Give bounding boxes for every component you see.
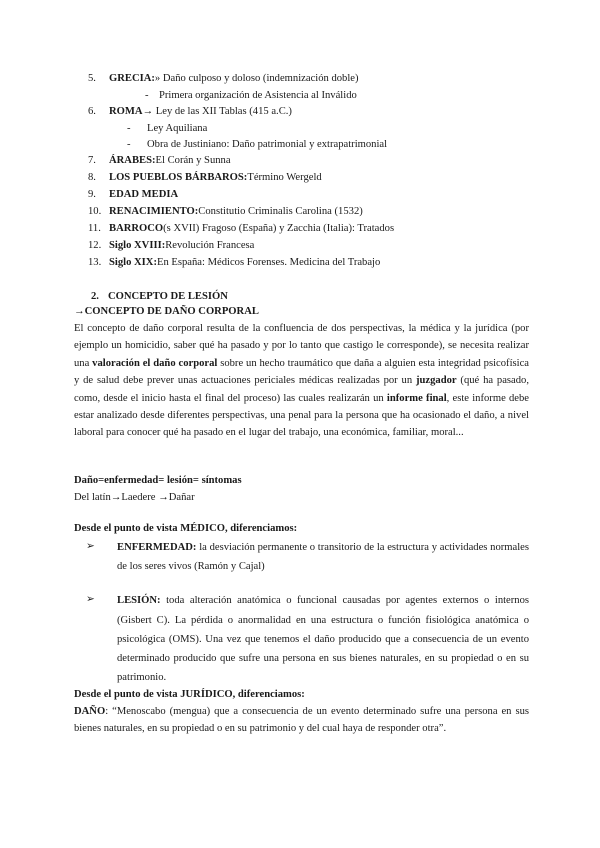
section-subtitle: →CONCEPTO DE DAÑO CORPORAL (74, 306, 259, 317)
arrow-bullet-icon: ➢ (86, 594, 95, 606)
section-title: 2. CONCEPTO DE LESIÓN (91, 291, 228, 302)
history-item-7: 7. ÁRABES: El Corán y Sunna (88, 155, 231, 166)
history-subitem: - Ley Aquiliana (127, 123, 208, 134)
legal-definition: DAÑO: “Menoscabo (mengua) que a consecuencia de un evento determinado sufre una persona en sus bienes naturales, en su propiedad o en su patrimonio y del cual haya de responder otra”. (74, 706, 529, 735)
definition-equation: Daño=enfermedad= lesión= síntomas Del latín→Laedere →Dañar (74, 472, 529, 506)
history-item-5: 5. GRECIA: » Daño culposo y doloso (indemnización doble) (88, 73, 359, 84)
history-list (88, 70, 528, 271)
legal-heading: Desde el punto de vista JURÍDICO, diferenciamos: (74, 689, 305, 700)
list-item: ➢ LESIÓN: toda alteración anatómica o funcional causadas por agentes externos o internos (Gisbert C). La pérdida o anormalidad en una estructura o función fisiológica anatómica o psicológica (OMS). Una vez que tenemos el daño producido que a consecuencia de un evento determinado producido que sufre una persona en sus bienes naturales, en su propiedad o en su patrimonio. (74, 591, 529, 687)
history-item-10: 10. RENACIMIENTO: Constitutio Criminalis Carolina (1532) (88, 206, 363, 217)
etymology: Del latín→Laedere →Dañar (74, 492, 195, 503)
history-subitem: - Primera organización de Asistencia al Inválido (145, 90, 357, 101)
history-item-8: 8. LOS PUEBLOS BÁRBAROS: Término Wergeld (88, 172, 322, 183)
history-subitem: - Obra de Justiniano: Daño patrimonial y extrapatrimonial (127, 139, 388, 150)
intro-paragraph: El concepto de daño corporal resulta de la confluencia de dos perspectivas, la médica y la jurídica (por ejemplo un homicidio, saber qué ha pasado y por lo tanto que castigo le corresponde), se necesita realizar una valoración el daño corporal sobre un hecho traumático que daña a alguien esta integridad psicofísica y de salud debe prever unas actuaciones periciales médicas realizadas por un juzgador (qué ha pasado, como, desde el inicio hasta el final del proceso) las cuales realizarán un informe final, este informe debe estar analizado desde diferentes perspectivas, una penal para la persona que ha ocasionado el daño, a nivel laboral para conocer qué ha pasado en el lugar del trabajo, una económica, familiar, moral... (74, 323, 530, 439)
legal-section (74, 686, 529, 738)
list-item: ➢ ENFERMEDAD: la desviación permanente o transitorio de la estructura y actividades normales de los seres vivos (Ramón y Cajal) (74, 538, 529, 576)
history-item-11: 11. BARROCO (s XVII) Fragoso (España) y Zacchia (Italia): Tratados (88, 223, 395, 234)
history-item-12: 12. Siglo XVIII: Revolución Francesa (88, 240, 255, 251)
section-heading (74, 288, 529, 318)
history-item-13: 13. Siglo XIX: En España: Médicos Forenses. Medicina del Trabajo (88, 257, 381, 268)
medical-heading: Desde el punto de vista MÉDICO, diferenciamos: (74, 523, 298, 534)
medical-section (74, 520, 529, 687)
arrow-bullet-icon: ➢ (86, 541, 95, 552)
history-item-6: 6. ROMA → Ley de las XII Tablas (415 a.C.) (88, 106, 292, 117)
history-item-9: 9. EDAD MEDIA (88, 189, 179, 200)
